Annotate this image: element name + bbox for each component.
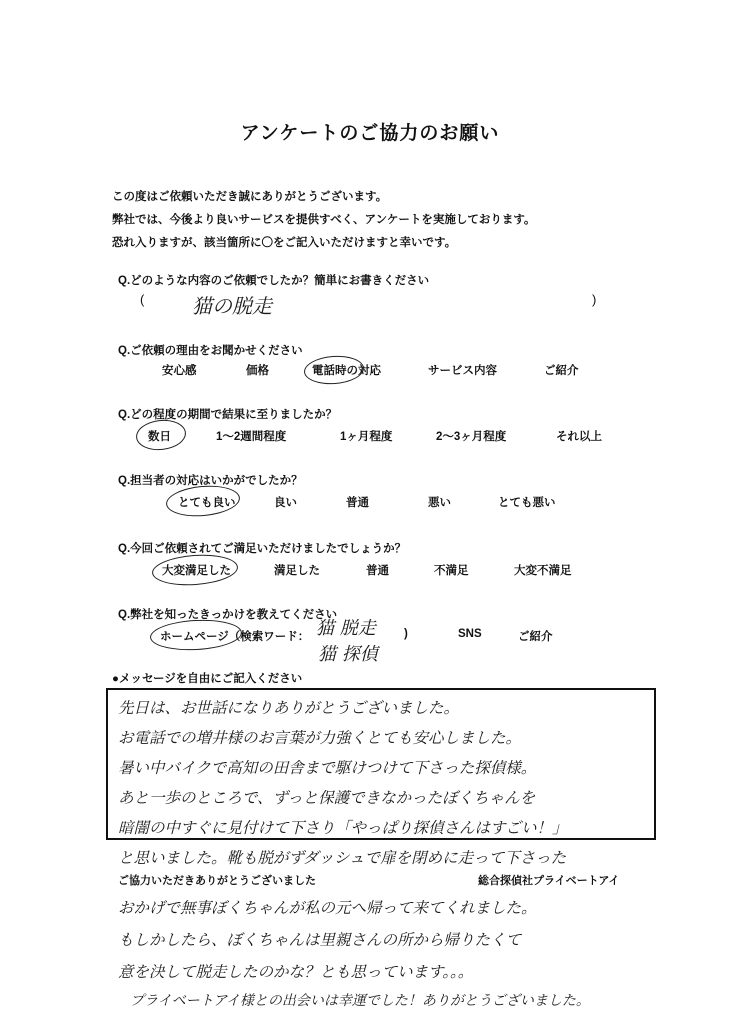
option-1-month[interactable]: 1ヶ月程度 [340, 431, 393, 443]
open-paren: ( [140, 292, 145, 307]
message-line: あと一歩のところで、ずっと保護できなかったぼくちゃんを [118, 789, 536, 807]
option-more[interactable]: それ以上 [556, 431, 602, 443]
option-very-satisfied[interactable]: 大変満足した [162, 565, 231, 577]
intro-line: この度はご依頼いただき誠にありがとうございます。 [112, 191, 388, 203]
thanks-text: ご協力いただきありがとうございました [118, 875, 316, 887]
intro-line: 恐れ入りますが、該当箇所に〇をご記入いただけますと幸いです。 [112, 237, 457, 249]
intro-line: 弊社では、今後より良いサービスを提供すべく、アンケートを実施しております。 [112, 214, 536, 226]
question-2: Q.ご依頼の理由をお聞かせください [118, 345, 303, 357]
close-paren: ) [592, 292, 597, 307]
option-2-3-months[interactable]: 2～3ヶ月程度 [436, 431, 507, 443]
question-6: Q.弊社を知ったきっかけを教えてください [118, 609, 338, 621]
option-referral-source[interactable]: ご紹介 [518, 631, 553, 643]
option-sns[interactable]: SNS [458, 628, 482, 640]
close-paren: ) [404, 628, 408, 640]
option-normal-satisfaction[interactable]: 普通 [366, 565, 389, 577]
page-title: アンケートのご協力のお願い [240, 123, 500, 144]
message-line: 先日は、お世話になりありがとうございました。 [118, 699, 460, 717]
option-kakaku[interactable]: 価格 [246, 365, 269, 377]
question-5: Q.今回ご依頼されてご満足いただけましたでしょうか？ [118, 543, 407, 555]
search-keyword-2[interactable]: 猫 探偵 [318, 644, 378, 665]
option-good[interactable]: 良い [274, 497, 297, 509]
option-1-2-weeks[interactable]: 1～2週間程度 [216, 431, 287, 443]
option-referral[interactable]: ご紹介 [544, 365, 579, 377]
message-heading: ●メッセージを自由にご記入ください [112, 673, 303, 685]
message-line: お電話での増井様のお言葉が力強くとても安心しました。 [118, 729, 522, 747]
option-anshinkan[interactable]: 安心感 [162, 365, 197, 377]
question-4: Q.担当者の対応はいかがでしたか？ [118, 475, 303, 487]
message-line: と思いました。靴も脱がずダッシュで扉を閉めに走って下さった [118, 849, 567, 867]
answer-content[interactable]: 猫の脱走 [192, 294, 272, 318]
message-line: 暗闇の中すぐに見付けて下さり「やっぱり探偵さんはすごい！」 [118, 819, 568, 837]
intro-text [112, 186, 535, 255]
option-normal[interactable]: 普通 [346, 497, 369, 509]
message-line: 暑い中バイクで高知の田舎まで駆けつけて下さった探偵様。 [118, 759, 537, 777]
option-very-good[interactable]: とても良い [178, 497, 236, 509]
option-unsatisfied[interactable]: 不満足 [434, 565, 469, 577]
option-satisfied[interactable]: 満足した [274, 565, 320, 577]
question-3: Q.どの程度の期間で結果に至りましたか？ [118, 409, 338, 421]
option-very-bad[interactable]: とても悪い [498, 497, 556, 509]
option-homepage[interactable]: ホームページ（検索ワード： [160, 631, 310, 643]
message-line: 意を決して脱走したのかな？とも思っています。。。 [118, 963, 474, 981]
option-bad[interactable]: 悪い [428, 497, 451, 509]
option-very-unsatisfied[interactable]: 大変不満足 [514, 565, 572, 577]
option-days[interactable]: 数日 [148, 431, 171, 443]
company-name: 総合探偵社プライベートアイ [478, 875, 620, 887]
search-keyword-1[interactable]: 猫 脱走 [316, 618, 376, 639]
message-line: もしかしたら、ぼくちゃんは里親さんの所から帰りたくて [118, 931, 522, 949]
option-phone-response[interactable]: 電話時の対応 [312, 365, 381, 377]
option-service[interactable]: サービス内容 [428, 365, 497, 377]
message-line: おかげで無事ぼくちゃんが私の元へ帰って来てくれました。 [118, 899, 537, 917]
message-line: プライベートアイ様との出会いは幸運でした！ありがとうございました。 [130, 993, 590, 1009]
question-1: Q.どのような内容のご依頼でしたか？簡単にお書きください [118, 275, 430, 287]
